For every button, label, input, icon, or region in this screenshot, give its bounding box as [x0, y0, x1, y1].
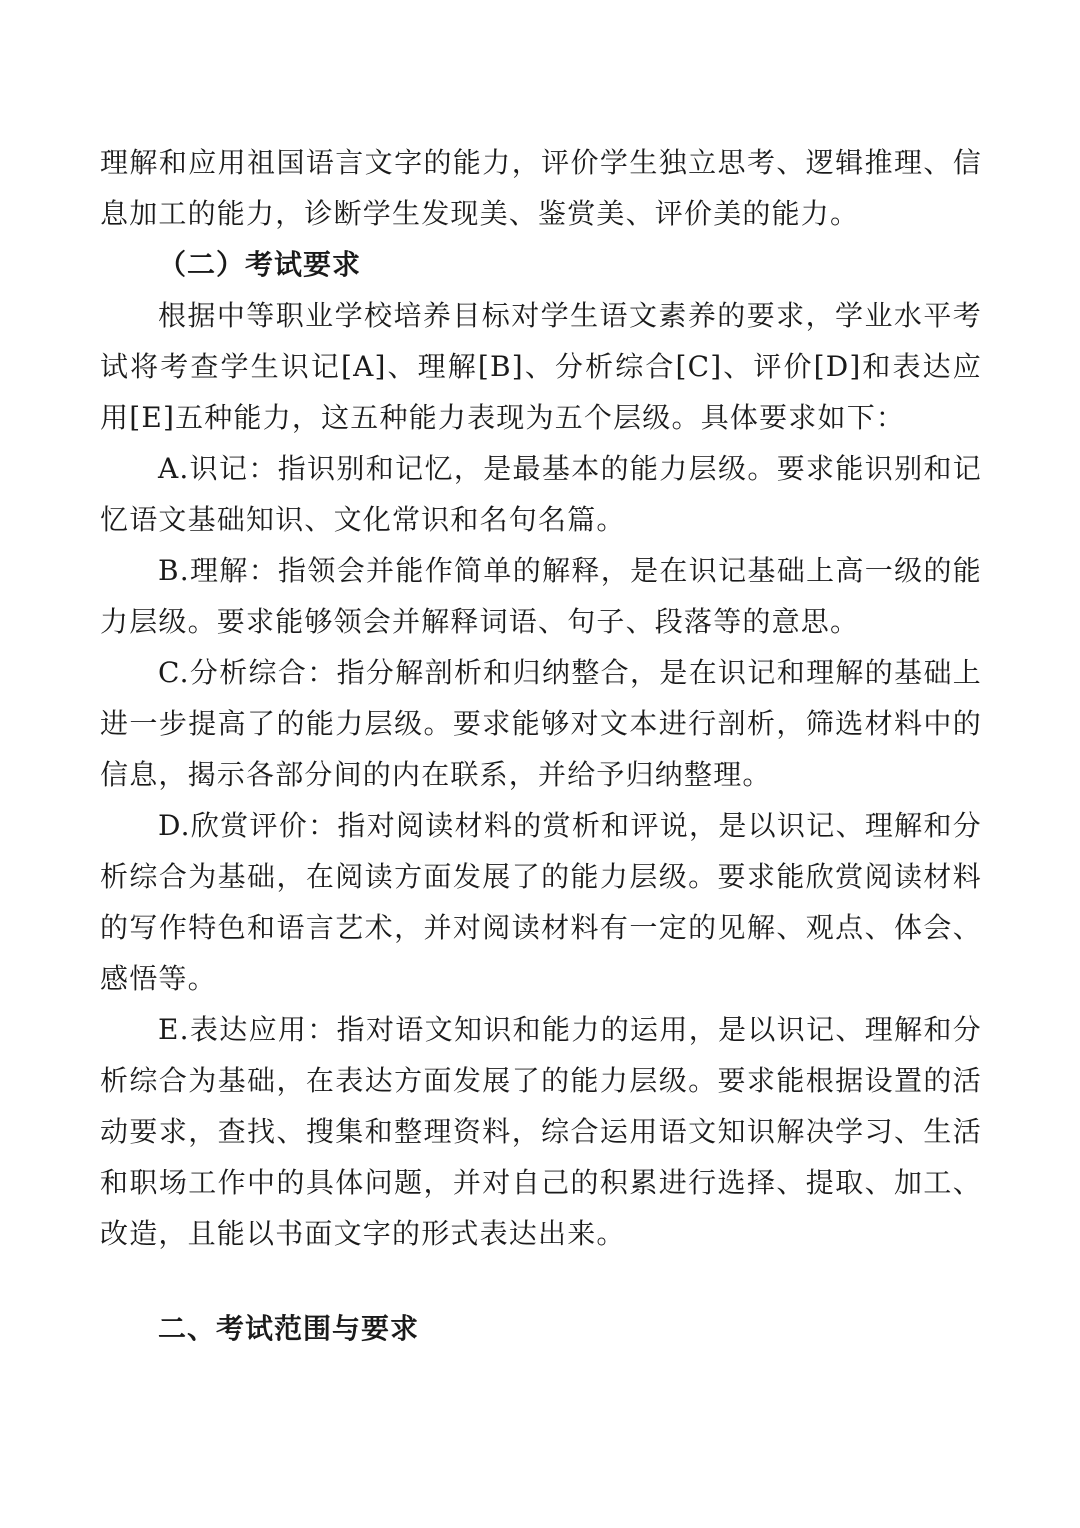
level-c-text: 指分解剖析和归纳整合，是在识记和理解的基础上进一步提高了的能力层级。要求能够对文本进行剖析，筛选材料中的信息，揭示各部分间的内在联系，并给予归纳整理。 — [100, 656, 982, 791]
level-b-text: 指领会并能作简单的解释，是在识记基础上高一级的能力层级。要求能够领会并解释词语、句子、段落等的意思。 — [100, 554, 982, 638]
level-c-label: C.分析综合： — [158, 656, 337, 689]
level-a-paragraph — [100, 443, 982, 545]
level-e-label: E.表达应用： — [158, 1013, 337, 1046]
intro-paragraph: 根据中等职业学校培养目标对学生语文素养的要求，学业水平考试将考查学生识记[A]、理解[B]、分析综合[C]、评价[D]和表达应用[E]五种能力，这五种能力表现为五个层级。具体要求如下： — [100, 299, 982, 434]
level-b-label: B.理解： — [158, 554, 279, 587]
level-d-paragraph — [100, 800, 982, 1004]
subsection-title: （二）考试要求 — [158, 248, 362, 281]
level-d-text: 指对阅读材料的赏析和评说，是以识记、理解和分析综合为基础，在阅读方面发展了的能力层级。要求能欣赏阅读材料的写作特色和语言艺术，并对阅读材料有一定的见解、观点、体会、感悟等。 — [100, 809, 982, 995]
section-title: 二、考试范围与要求 — [158, 1312, 420, 1345]
document-page — [100, 137, 982, 1259]
level-e-text: 指对语文知识和能力的运用，是以识记、理解和分析综合为基础，在表达方面发展了的能力层级。要求能根据设置的活动要求，查找、搜集和整理资料，综合运用语文知识解决学习、生活和职场工作中的具体问题，并对自己的积累进行选择、提取、加工、改造，且能以书面文字的形式表达出来。 — [100, 1013, 983, 1250]
continued-paragraph: 理解和应用祖国语言文字的能力，评价学生独立思考、逻辑推理、信息加工的能力，诊断学生发现美、鉴赏美、评价美的能力。 — [100, 146, 982, 230]
level-d-label: D.欣赏评价： — [158, 809, 338, 842]
level-b-paragraph — [100, 545, 982, 647]
level-e-paragraph — [100, 1004, 982, 1259]
level-a-label: A.识记： — [158, 452, 278, 485]
level-c-paragraph — [100, 647, 982, 800]
level-a-text: 指识别和记忆，是最基本的能力层级。要求能识别和记忆语文基础知识、文化常识和名句名篇。 — [100, 452, 982, 536]
